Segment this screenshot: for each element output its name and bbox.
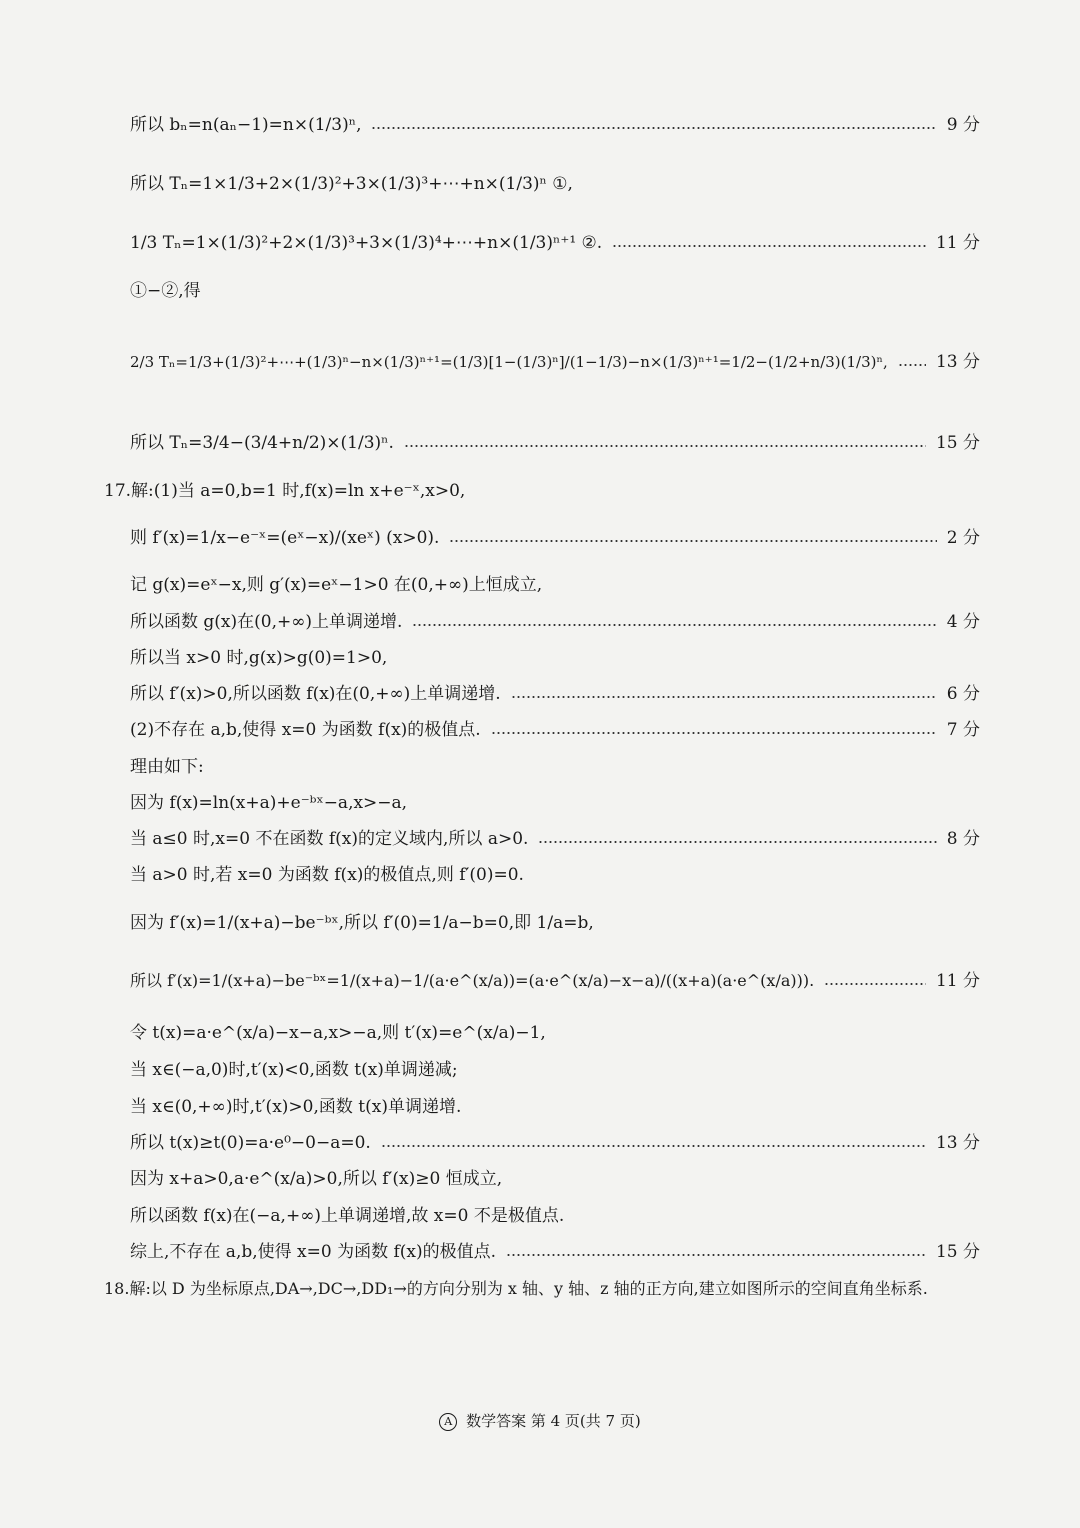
leader-dots bbox=[371, 127, 936, 129]
line-text: 所以 t(x)≥t(0)=a·e⁰−0−a=0. bbox=[130, 1133, 371, 1153]
line-17-f-def bbox=[130, 790, 980, 816]
line-17-conclusion bbox=[130, 1239, 980, 1265]
leader-dots bbox=[612, 245, 926, 247]
line-17-t bbox=[130, 1020, 980, 1046]
leader-dots bbox=[449, 540, 936, 542]
line-text: 综上,不存在 a,b,使得 x=0 为函数 f(x)的极值点. bbox=[130, 1242, 497, 1262]
score: 8 分 bbox=[946, 829, 980, 849]
line-T-n-eq2 bbox=[130, 230, 980, 256]
score: 9 分 bbox=[946, 115, 980, 135]
line-text: 因为 f(x)=ln(x+a)+e⁻ᵇˣ−a,x>−a, bbox=[130, 793, 408, 813]
line-17-t-min bbox=[130, 1130, 980, 1156]
line-17-f-prime-nonneg bbox=[130, 1166, 980, 1192]
line-17-reason bbox=[130, 754, 980, 780]
leader-dots bbox=[404, 445, 926, 447]
line-17-not-extremum bbox=[130, 1203, 980, 1229]
line-17-f-prime-simplified bbox=[130, 968, 980, 994]
line-text: 2/3 Tₙ=1/3+(1/3)²+⋯+(1/3)ⁿ−n×(1/3)ⁿ⁺¹=(1/3)[1−(1/3)ⁿ]/(1−1/3)−n×(1/3)ⁿ⁺¹=1/2−(1/2+n/3)(1/3)ⁿ, bbox=[130, 353, 888, 371]
leader-dots bbox=[538, 841, 936, 843]
line-text: 当 x∈(0,+∞)时,t′(x)>0,函数 t(x)单调递增. bbox=[130, 1097, 462, 1117]
line-17-a-positive bbox=[130, 862, 980, 888]
line-17-f-increasing bbox=[130, 681, 980, 707]
score: 2 分 bbox=[946, 528, 980, 548]
page-footer bbox=[0, 1410, 1080, 1431]
score: 11 分 bbox=[935, 233, 980, 253]
score: 6 分 bbox=[946, 684, 980, 704]
line-text: 所以函数 f(x)在(−a,+∞)上单调递增,故 x=0 不是极值点. bbox=[130, 1206, 565, 1226]
line-text: 因为 x+a>0,a·e^(x/a)>0,所以 f′(x)≥0 恒成立, bbox=[130, 1169, 503, 1189]
line-text: 所以 Tₙ=3/4−(3/4+n/2)×(1/3)ⁿ. bbox=[130, 433, 394, 453]
line-text: 当 a≤0 时,x=0 不在函数 f(x)的定义域内,所以 a>0. bbox=[130, 829, 529, 849]
line-text: 当 a>0 时,若 x=0 为函数 f(x)的极值点,则 f′(0)=0. bbox=[130, 865, 524, 885]
line-text: 理由如下: bbox=[130, 757, 204, 777]
line-text: 1/3 Tₙ=1×(1/3)²+2×(1/3)³+3×(1/3)⁴+⋯+n×(1/3)ⁿ⁺¹ ②. bbox=[130, 233, 603, 253]
line-17-a-nonpositive bbox=[130, 826, 980, 852]
line-text: 当 x∈(−a,0)时,t′(x)<0,函数 t(x)单调递减; bbox=[130, 1060, 458, 1080]
line-17-f-prime bbox=[130, 910, 980, 936]
score: 11 分 bbox=[935, 971, 980, 991]
leader-dots bbox=[511, 696, 937, 698]
line-text: 所以 Tₙ=1×1/3+2×(1/3)²+3×(1/3)³+⋯+n×(1/3)ⁿ ①, bbox=[130, 174, 573, 194]
line-text: 记 g(x)=eˣ−x,则 g′(x)=eˣ−1>0 在(0,+∞)上恒成立, bbox=[130, 575, 543, 595]
circled-a-badge: A bbox=[439, 1413, 457, 1431]
line-17-derivative bbox=[130, 525, 980, 551]
line-subtract bbox=[130, 278, 980, 304]
line-T-n-eq1 bbox=[130, 171, 980, 197]
score: 15 分 bbox=[935, 1242, 980, 1262]
leader-dots bbox=[824, 983, 926, 985]
line-text: 则 f′(x)=1/x−e⁻ˣ=(eˣ−x)/(xeˣ) (x>0). bbox=[130, 528, 440, 548]
line-text: 所以函数 g(x)在(0,+∞)上单调递增. bbox=[130, 612, 403, 632]
leader-dots bbox=[381, 1145, 926, 1147]
line-17-t-decreasing bbox=[130, 1057, 980, 1083]
line-T-n-result bbox=[130, 430, 980, 456]
question-17-heading bbox=[104, 478, 980, 504]
line-text: (2)不存在 a,b,使得 x=0 为函数 f(x)的极值点. bbox=[130, 720, 481, 740]
line-text: 令 t(x)=a·e^(x/a)−x−a,x>−a,则 t′(x)=e^(x/a)−1, bbox=[130, 1023, 546, 1043]
line-text: ①−②,得 bbox=[130, 281, 201, 301]
line-text: 所以 f′(x)=1/(x+a)−be⁻ᵇˣ=1/(x+a)−1/(a·e^(x/a))=(a·e^(x/a)−x−a)/((x+a)(a·e^(x/a))). bbox=[130, 971, 815, 990]
line-17-g-positive bbox=[130, 645, 980, 671]
line-17-t-increasing bbox=[130, 1094, 980, 1120]
line-text: 所以当 x>0 时,g(x)>g(0)=1>0, bbox=[130, 648, 388, 668]
line-text: 因为 f′(x)=1/(x+a)−be⁻ᵇˣ,所以 f′(0)=1/a−b=0,即 1/a=b, bbox=[130, 913, 594, 933]
line-text: 17.解:(1)当 a=0,b=1 时,f(x)=ln x+e⁻ˣ,x>0, bbox=[104, 481, 466, 501]
line-b-n bbox=[130, 112, 980, 138]
line-text: 18.解:以 D 为坐标原点,DA→,DC→,DD₁→的方向分别为 x 轴、y 轴、z 轴的正方向,建立如图所示的空间直角坐标系. bbox=[104, 1279, 928, 1298]
line-text: 所以 bₙ=n(aₙ−1)=n×(1/3)ⁿ, bbox=[130, 115, 362, 135]
question-18-heading bbox=[104, 1276, 980, 1302]
line-17-part2 bbox=[130, 717, 980, 743]
score: 15 分 bbox=[935, 433, 980, 453]
leader-dots bbox=[491, 732, 937, 734]
score: 4 分 bbox=[946, 612, 980, 632]
line-17-g-increasing bbox=[130, 609, 980, 635]
score: 13 分 bbox=[935, 1133, 980, 1153]
leader-dots bbox=[898, 364, 926, 366]
line-two-thirds-T-n bbox=[130, 349, 980, 375]
score: 13 分 bbox=[935, 352, 980, 372]
line-text: 所以 f′(x)>0,所以函数 f(x)在(0,+∞)上单调递增. bbox=[130, 684, 501, 704]
leader-dots bbox=[412, 624, 936, 626]
footer-text: 数学答案 第 4 页(共 7 页) bbox=[466, 1412, 641, 1430]
score: 7 分 bbox=[946, 720, 980, 740]
leader-dots bbox=[506, 1254, 926, 1256]
line-17-g bbox=[130, 572, 980, 598]
